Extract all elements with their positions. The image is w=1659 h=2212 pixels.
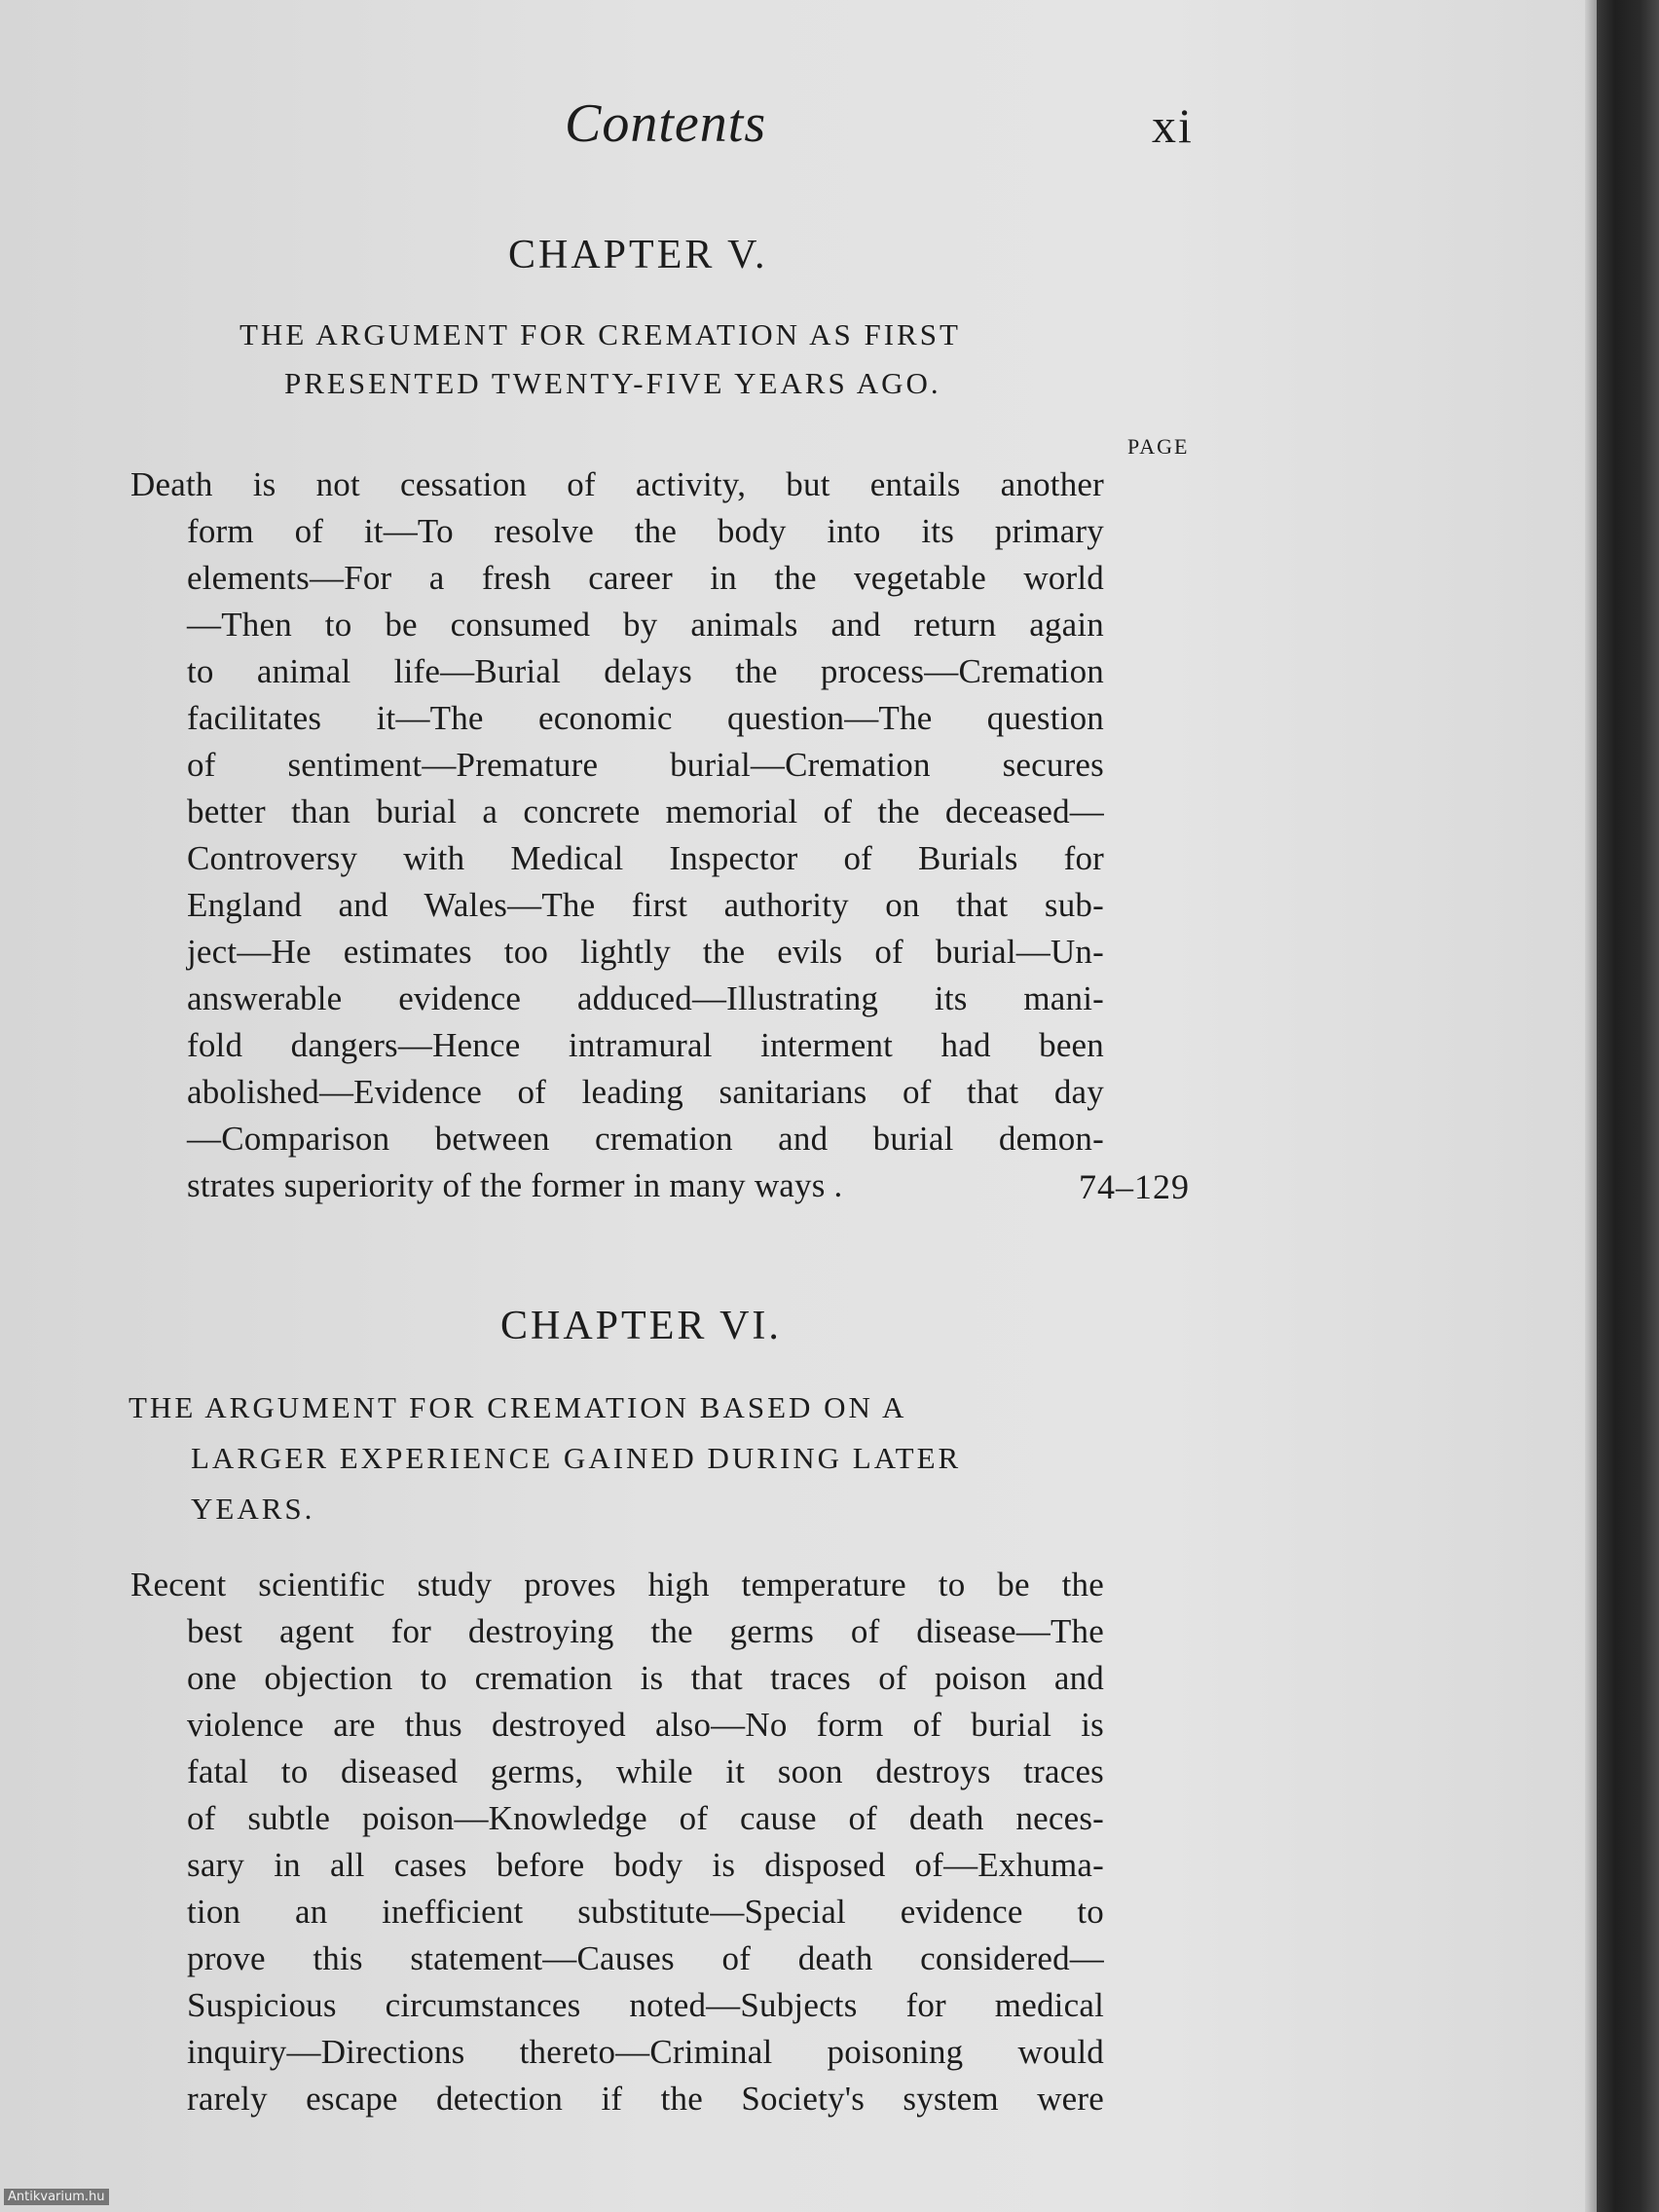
summary-line: strates superiority of the former in many ways . xyxy=(187,1166,843,1204)
chapter-5-summary xyxy=(130,461,1104,1209)
summary-line: to animal life—Burial delays the process—Cremation xyxy=(187,652,1104,690)
summary-line: sary in all cases before body is disposed of—Exhuma- xyxy=(187,1846,1104,1884)
summary-line: answerable evidence adduced—Illustrating its mani- xyxy=(187,979,1104,1017)
chapter-6-heading: CHAPTER VI. xyxy=(500,1304,782,1348)
chapter-5-heading: CHAPTER V. xyxy=(508,233,768,277)
chapter-5-subhead-line-2: PRESENTED TWENTY-FIVE YEARS AGO. xyxy=(284,366,941,400)
summary-line: Controversy with Medical Inspector of Burials for xyxy=(187,839,1104,877)
summary-line: inquiry—Directions thereto—Criminal poisoning would xyxy=(187,2033,1104,2071)
summary-line: of subtle poison—Knowledge of cause of death neces- xyxy=(187,1799,1104,1837)
summary-line: form of it—To resolve the body into its primary xyxy=(187,512,1104,550)
summary-line: fold dangers—Hence intramural interment had been xyxy=(187,1026,1104,1064)
page-number: xi xyxy=(1152,98,1194,153)
summary-line: Death is not cessation of activity, but entails another xyxy=(130,465,1104,503)
chapter-5-subhead-line-1: THE ARGUMENT FOR CREMATION AS FIRST xyxy=(240,317,961,351)
summary-line: rarely escape detection if the Society's system were xyxy=(187,2080,1104,2118)
summary-line: prove this statement—Causes of death considered— xyxy=(187,1939,1104,1977)
page-column-label: PAGE xyxy=(1127,434,1190,459)
summary-line: abolished—Evidence of leading sanitarians of that day xyxy=(187,1073,1104,1111)
chapter-6-subhead-line-3: YEARS. xyxy=(191,1492,315,1526)
book-spine xyxy=(1597,0,1659,2212)
chapter-6-subhead-line-2: LARGER EXPERIENCE GAINED DURING LATER xyxy=(191,1441,962,1475)
summary-line: England and Wales—The first authority on that sub- xyxy=(187,886,1104,924)
running-head: Contents xyxy=(565,93,767,154)
summary-line: elements—For a fresh career in the vegetable world xyxy=(187,559,1104,597)
summary-line: facilitates it—The economic question—The question xyxy=(187,699,1104,737)
chapter-6-subhead-line-1: THE ARGUMENT FOR CREMATION BASED ON A xyxy=(129,1390,907,1424)
summary-line: Suspicious circumstances noted—Subjects for medical xyxy=(187,1986,1104,2024)
page-edge xyxy=(1585,0,1597,2212)
summary-line: best agent for destroying the germs of disease—The xyxy=(187,1612,1104,1650)
summary-line: Recent scientific study proves high temperature to be the xyxy=(130,1566,1104,1604)
summary-line: one objection to cremation is that traces of poison and xyxy=(187,1659,1104,1697)
watermark: Antikvarium.hu xyxy=(4,2189,109,2205)
summary-line: —Then to be consumed by animals and return again xyxy=(187,606,1104,644)
chapter-6-summary xyxy=(130,1562,1104,2122)
chapter-5-page-range: 74–129 xyxy=(1079,1167,1190,1206)
summary-line: ject—He estimates too lightly the evils of burial—Un- xyxy=(187,933,1104,971)
summary-line: tion an inefficient substitute—Special evidence to xyxy=(187,1893,1104,1931)
summary-line: violence are thus destroyed also—No form of burial is xyxy=(187,1706,1104,1744)
summary-line: —Comparison between cremation and burial demon- xyxy=(187,1120,1104,1158)
summary-line: of sentiment—Premature burial—Cremation secures xyxy=(187,746,1104,784)
summary-line: better than burial a concrete memorial of the deceased— xyxy=(187,793,1104,830)
summary-line: fatal to diseased germs, while it soon destroys traces xyxy=(187,1752,1104,1790)
